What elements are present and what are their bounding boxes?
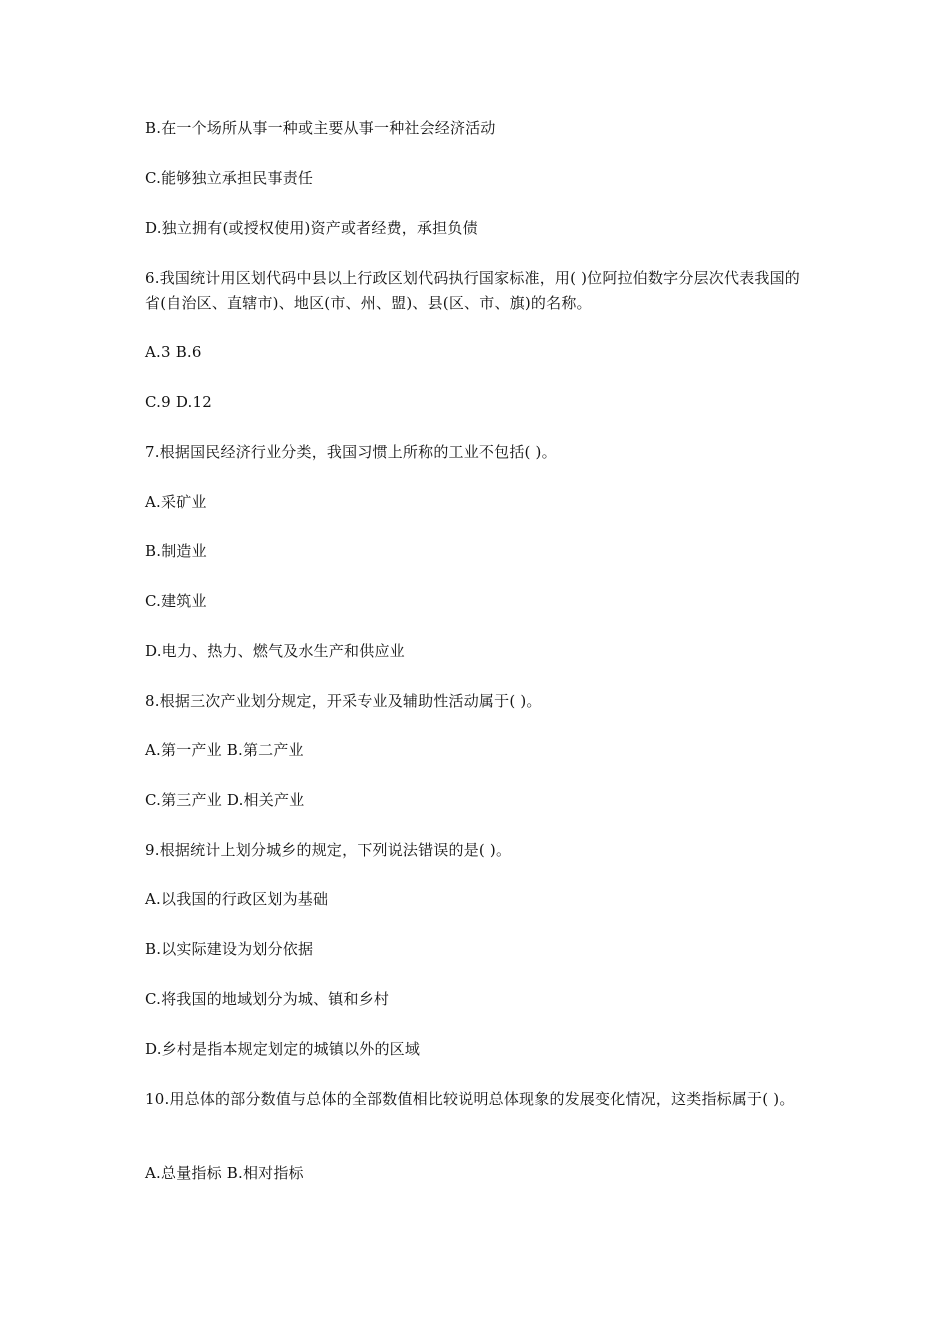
options-cd-q8: C.第三产业 D.相关产业 [145,791,305,809]
options-cd-q6: C.9 D.12 [145,393,212,411]
options-ab-q6: A.3 B.6 [145,343,202,361]
option-b-q7: B.制造业 [145,542,207,560]
options-ab-q8: A.第一产业 B.第二产业 [145,741,304,759]
option-a-q7: A.采矿业 [145,493,207,511]
option-d-q9: D.乡村是指本规定划定的城镇以外的区域 [145,1040,421,1058]
option-c-q9: C.将我国的地域划分为城、镇和乡村 [145,990,390,1008]
option-b-q9: B.以实际建设为划分依据 [145,940,314,958]
option-c-q7: C.建筑业 [145,592,207,610]
question-9: 9.根据统计上划分城乡的规定，下列说法错误的是( )。 [145,841,512,859]
question-7: 7.根据国民经济行业分类，我国习惯上所称的工业不包括( )。 [145,443,557,461]
option-a-q9: A.以我国的行政区划为基础 [145,890,329,908]
question-10: 10.用总体的部分数值与总体的全部数值相比较说明总体现象的发展变化情况，这类指标属于( )。 [145,1090,795,1108]
option-d-q7: D.电力、热力、燃气及水生产和供应业 [145,642,405,660]
option-d-q5: D.独立拥有(或授权使用)资产或者经费，承担负债 [145,219,478,237]
option-c-q5: C.能够独立承担民事责任 [145,169,314,187]
question-6: 6.我国统计用区划代码中县以上行政区划代码执行国家标准，用( )位阿拉伯数字分层次代表我国的省(自治区、直辖市)、地区(市、州、盟)、县(区、市、旗)的名称。 [145,269,800,312]
option-b-q5: B.在一个场所从事一种或主要从事一种社会经济活动 [145,119,496,137]
question-8: 8.根据三次产业划分规定，开采专业及辅助性活动属于( )。 [145,692,542,710]
options-ab-q10: A.总量指标 B.相对指标 [145,1164,304,1182]
